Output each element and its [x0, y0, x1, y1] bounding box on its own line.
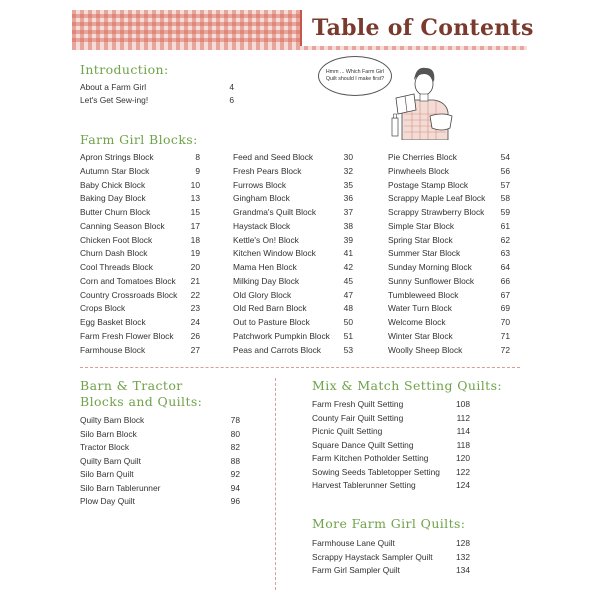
toc-entry-page: 8	[195, 152, 200, 162]
toc-entry[interactable]	[80, 344, 200, 357]
toc-entry-page: 36	[343, 193, 353, 204]
toc-entry[interactable]	[80, 455, 240, 468]
toc-entry[interactable]: Let's Get Sew-ing! 6	[80, 95, 234, 105]
section-heading-barn-tractor-2: Blocks and Quilts:	[80, 394, 203, 409]
toc-entry[interactable]	[80, 220, 200, 233]
toc-entry-title: Corn and Tomatoes Block	[80, 275, 176, 286]
toc-entry[interactable]	[388, 261, 510, 274]
toc-entry-title: Feed and Seed Block	[233, 152, 314, 162]
toc-entry-page: 118	[456, 439, 470, 450]
toc-entry-title: Tumbleweed Block	[388, 289, 459, 300]
toc-entry-page: 22	[190, 289, 200, 300]
toc-entry[interactable]	[233, 234, 353, 247]
toc-entry-page: 69	[500, 303, 510, 314]
toc-entry-title: Scrappy Maple Leaf Block	[388, 193, 486, 204]
toc-entry[interactable]	[388, 316, 510, 329]
toc-entry-title: Sowing Seeds Tabletopper Setting	[312, 466, 440, 477]
toc-entry[interactable]	[80, 441, 240, 454]
toc-entry-page: 108	[456, 399, 470, 409]
toc-entry[interactable]	[233, 275, 353, 288]
toc-entry-page: 9	[195, 165, 200, 176]
toc-entry[interactable]	[80, 428, 240, 441]
toc-entry-title: Woolly Sheep Block	[388, 344, 463, 355]
toc-entry[interactable]	[312, 479, 470, 492]
toc-entry-page: 80	[230, 428, 240, 439]
toc-entry[interactable]	[388, 220, 510, 233]
toc-entry-page: 45	[343, 275, 353, 286]
toc-entry-page: 54	[500, 152, 510, 162]
toc-entry-title: Fresh Pears Block	[233, 165, 302, 176]
toc-entry-title: Grandma's Quilt Block	[233, 207, 317, 217]
toc-entry-page: 57	[500, 179, 510, 190]
dashed-divider-horizontal	[80, 367, 520, 368]
toc-entry-title: Silo Barn Block	[80, 428, 137, 439]
toc-entry[interactable]	[388, 192, 510, 205]
toc-entry[interactable]	[80, 316, 200, 329]
toc-entry-title: Crops Block	[80, 303, 126, 314]
toc-entry[interactable]	[388, 151, 510, 164]
toc-entry-page: 58	[500, 193, 510, 204]
section-heading-introduction: Introduction:	[80, 62, 169, 77]
page-title: Table of Contents	[312, 15, 534, 41]
toc-entry-title: Patchwork Pumpkin Block	[233, 330, 330, 341]
toc-entry-page: 27	[190, 344, 200, 355]
toc-entry-page: 38	[343, 220, 353, 231]
toc-entry-page: 39	[343, 234, 353, 245]
toc-entry-title: Spring Star Block	[388, 234, 453, 245]
toc-entry-page: 88	[230, 455, 240, 466]
toc-entry[interactable]	[388, 206, 510, 219]
toc-entry[interactable]	[388, 247, 510, 260]
section-heading-barn-tractor-1: Barn & Tractor	[80, 378, 183, 393]
toc-entry[interactable]	[312, 452, 470, 465]
toc-entry-page: 13	[190, 193, 200, 204]
toc-entry-title: Tractor Block	[80, 442, 130, 452]
toc-entry[interactable]	[312, 537, 470, 550]
toc-entry-page: 63	[500, 248, 510, 259]
toc-entry[interactable]	[233, 344, 353, 357]
gingham-underline	[72, 46, 527, 50]
toc-entry-page: 18	[190, 234, 200, 245]
toc-entry[interactable]	[80, 495, 240, 508]
toc-entry-title: Water Turn Block	[388, 303, 452, 314]
toc-entry[interactable]	[233, 316, 353, 329]
toc-entry[interactable]	[80, 192, 200, 205]
toc-entry-title: Out to Pasture Block	[233, 317, 310, 327]
toc-entry-page: 96	[230, 496, 240, 506]
toc-entry-page: 64	[500, 262, 510, 272]
toc-entry-title: Furrows Block	[233, 179, 287, 190]
toc-entry-page: 59	[500, 207, 510, 217]
toc-entry-page: 92	[230, 469, 240, 479]
toc-entry[interactable]	[80, 261, 200, 274]
toc-entry-page: 20	[190, 262, 200, 272]
toc-entry-title: Winter Star Block	[388, 330, 453, 341]
toc-entry-page: 72	[500, 344, 510, 355]
toc-entry-page: 61	[500, 220, 510, 231]
toc-entry[interactable]	[388, 289, 510, 302]
toc-entry[interactable]	[80, 234, 200, 247]
toc-entry-title: Silo Barn Quilt	[80, 469, 134, 479]
toc-entry-page: 19	[190, 248, 200, 259]
toc-entry-page: 62	[500, 234, 510, 245]
toc-entry[interactable]	[388, 330, 510, 343]
toc-entry-page: 132	[456, 551, 470, 562]
toc-entry-title: Simple Star Block	[388, 220, 455, 231]
toc-entry-title: Farmhouse Lane Quilt	[312, 538, 395, 548]
toc-entry-title: Postage Stamp Block	[388, 179, 469, 190]
toc-entry[interactable]	[233, 261, 353, 274]
toc-entry[interactable]	[80, 468, 240, 481]
toc-entry-title: Sunday Morning Block	[388, 262, 472, 272]
toc-entry-page: 48	[343, 303, 353, 314]
toc-entry-page: 124	[456, 480, 470, 490]
toc-entry-title: Pie Cherries Block	[388, 152, 457, 162]
toc-entry-title: Milking Day Block	[233, 275, 300, 286]
toc-entry[interactable]	[312, 398, 470, 411]
toc-entry-page: 10	[190, 179, 200, 190]
toc-entry-title: Mama Hen Block	[233, 262, 297, 272]
toc-entry-page: 78	[230, 415, 240, 425]
toc-entry[interactable]	[233, 247, 353, 260]
toc-entry-title: Old Red Barn Block	[233, 303, 307, 314]
toc-entry[interactable]	[388, 275, 510, 288]
toc-entry[interactable]	[233, 330, 353, 343]
toc-entry-page: 42	[343, 262, 353, 272]
toc-entry-page: 37	[343, 207, 353, 217]
toc-entry[interactable]	[388, 302, 510, 315]
toc-entry[interactable]	[233, 192, 353, 205]
toc-entry-page: 21	[190, 275, 200, 286]
toc-entry-title: Quilty Barn Block	[80, 415, 145, 425]
toc-entry-page: 71	[500, 330, 510, 341]
toc-entry-page: 70	[500, 317, 510, 327]
toc-entry-title: Canning Season Block	[80, 220, 165, 231]
toc-entry-title: Kitchen Window Block	[233, 248, 316, 259]
toc-entry[interactable]	[80, 165, 200, 178]
toc-entry-title: Welcome Block	[388, 317, 446, 327]
toc-entry-page: 66	[500, 275, 510, 286]
toc-entry-title: Farmhouse Block	[80, 344, 146, 355]
toc-entry-title: Baby Chick Block	[80, 179, 146, 190]
toc-entry-page: 15	[190, 207, 200, 217]
toc-entry-page: 114	[456, 426, 470, 436]
toc-entry-title: Churn Dash Block	[80, 248, 148, 259]
toc-entry-page: 32	[343, 165, 353, 176]
toc-entry-page: 134	[456, 565, 470, 575]
toc-entry[interactable]	[80, 414, 240, 427]
toc-entry-page: 112	[456, 412, 470, 423]
toc-entry-title: Chicken Foot Block	[80, 234, 153, 245]
toc-entry-page: 51	[343, 330, 353, 341]
toc-entry-title: Square Dance Quilt Setting	[312, 439, 414, 450]
toc-entry[interactable]	[233, 302, 353, 315]
speech-bubble-text: Hmm ... Which Farm Girl Quilt should I make first?	[325, 69, 385, 82]
toc-entry[interactable]: About a Farm Girl 4	[80, 82, 234, 92]
toc-entry-page: 23	[190, 303, 200, 314]
toc-entry[interactable]	[233, 206, 353, 219]
toc-entry[interactable]	[80, 206, 200, 219]
toc-entry[interactable]	[388, 165, 510, 178]
toc-entry-page: 120	[456, 453, 470, 463]
dashed-divider-vertical	[275, 378, 276, 590]
toc-entry-title: Farm Fresh Quilt Setting	[312, 399, 404, 409]
toc-entry[interactable]	[80, 179, 200, 192]
toc-entry[interactable]	[233, 165, 353, 178]
toc-entry-title: Scrappy Strawberry Block	[388, 207, 485, 217]
toc-entry-title: Egg Basket Block	[80, 317, 146, 327]
toc-entry-title: Farm Kitchen Potholder Setting	[312, 453, 429, 463]
toc-entry[interactable]	[388, 344, 510, 357]
toc-entry-title: Farm Fresh Flower Block	[80, 330, 174, 341]
toc-entry-page: 17	[190, 220, 200, 231]
toc-entry-title: Summer Star Block	[388, 248, 461, 259]
toc-entry[interactable]	[312, 564, 470, 577]
toc-entry-title: Farm Girl Sampler Quilt	[312, 565, 400, 575]
toc-entry[interactable]	[312, 412, 470, 425]
speech-bubble	[318, 56, 392, 96]
toc-entry[interactable]	[388, 179, 510, 192]
toc-entry-title: Old Glory Block	[233, 289, 292, 300]
toc-entry-page: 47	[343, 289, 353, 300]
toc-entry-title: Autumn Star Block	[80, 165, 150, 176]
toc-entry-title: Apron Strings Block	[80, 152, 154, 162]
toc-entry[interactable]	[233, 151, 353, 164]
toc-entry-title: Pinwheels Block	[388, 165, 449, 176]
toc-entry-page: 53	[343, 344, 353, 355]
toc-entry-title: Silo Barn Tablerunner	[80, 482, 161, 493]
toc-entry-title: Kettle's On! Block	[233, 234, 299, 245]
toc-entry-title: County Fair Quilt Setting	[312, 412, 404, 423]
toc-entry-page: 122	[456, 466, 470, 477]
toc-entry-title: Country Crossroads Block	[80, 289, 178, 300]
section-heading-farm-girl-blocks: Farm Girl Blocks:	[80, 132, 198, 147]
toc-entry-title: Baking Day Block	[80, 193, 146, 204]
toc-entry[interactable]	[80, 151, 200, 164]
toc-entry-page: 128	[456, 538, 470, 548]
section-heading-more-quilts: More Farm Girl Quilts:	[312, 516, 466, 531]
toc-entry-page: 24	[190, 317, 200, 327]
toc-entry-page: 26	[190, 330, 200, 341]
toc-entry-page: 82	[230, 442, 240, 452]
toc-entry-title: Sunny Sunflower Block	[388, 275, 475, 286]
toc-entry[interactable]	[312, 551, 470, 564]
toc-entry-page: 67	[500, 289, 510, 300]
toc-entry-title: Picnic Quilt Setting	[312, 426, 383, 436]
toc-entry[interactable]	[388, 234, 510, 247]
toc-entry-page: 41	[343, 248, 353, 259]
toc-entry-title: Scrappy Haystack Sampler Quilt	[312, 551, 433, 562]
toc-entry-page: 50	[343, 317, 353, 327]
toc-entry[interactable]	[80, 275, 200, 288]
toc-entry-title: Butter Churn Block	[80, 207, 151, 217]
toc-entry-page: 94	[230, 482, 240, 493]
farm-girl-reading-illustration-icon	[390, 54, 460, 140]
toc-entry-title: Gingham Block	[233, 193, 290, 204]
toc-entry[interactable]	[233, 289, 353, 302]
toc-entry-page: 30	[343, 152, 353, 162]
toc-entry-title: Haystack Block	[233, 220, 291, 231]
toc-entry[interactable]	[80, 289, 200, 302]
toc-entry-title: Quilty Barn Quilt	[80, 455, 141, 466]
toc-entry-title: Peas and Carrots Block	[233, 344, 321, 355]
toc-entry[interactable]	[312, 439, 470, 452]
toc-entry[interactable]	[312, 466, 470, 479]
toc-entry[interactable]	[80, 302, 200, 315]
toc-entry-title: Harvest Tablerunner Setting	[312, 480, 416, 490]
toc-entry-page: 56	[500, 165, 510, 176]
toc-entry[interactable]	[80, 330, 200, 343]
toc-entry-title: Plow Day Quilt	[80, 496, 135, 506]
toc-entry[interactable]	[312, 425, 470, 438]
toc-entry-title: Cool Threads Block	[80, 262, 153, 272]
section-heading-mix-match: Mix & Match Setting Quilts:	[312, 378, 502, 393]
toc-entry[interactable]	[233, 220, 353, 233]
toc-entry[interactable]	[80, 482, 240, 495]
toc-entry[interactable]	[233, 179, 353, 192]
toc-entry[interactable]	[80, 247, 200, 260]
toc-entry-page: 35	[343, 179, 353, 190]
